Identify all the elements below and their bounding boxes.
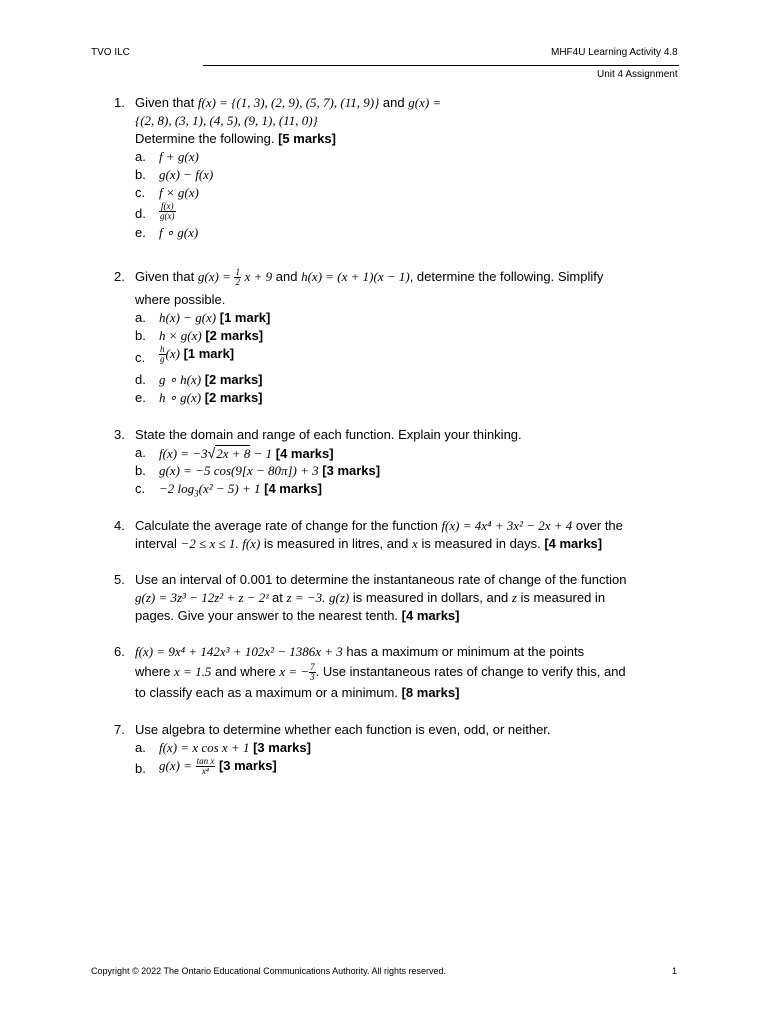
q2-item-d [135,371,695,389]
item-expression: f + g(x) [159,149,199,164]
q5-text: at [272,590,283,605]
fraction-denominator: g(x) [160,211,175,222]
q1-item-e [135,224,695,242]
item-marks: [3 marks] [218,758,277,773]
q7-intro: Use algebra to determine whether each function is even, odd, or neither. [135,722,551,737]
item-expression: f ∘ g(x) [159,225,199,240]
header-right: MHF4U Learning Activity 4.8 [551,47,678,58]
q1-and: and [382,95,405,110]
q5-gz: g(z) [329,590,350,605]
item-expression: h ∘ g(x) [159,390,202,406]
q6-x2: x = − [279,664,310,679]
q1-item-c [135,184,695,202]
fraction-denominator: 2 [235,277,240,288]
q2-line2: where possible. [135,292,226,308]
item-marks: [2 marks] [204,372,263,388]
question-number: 4. [114,518,125,533]
fraction-numerator: f(x) [161,201,174,212]
q2-and: and [275,269,298,284]
q7-item-b [135,757,695,781]
item-expression: g(x) = [159,758,192,773]
item-letter: b. [135,167,146,182]
q5-function: g(z) = 3z³ − 12z² + z − 2ᶻ [135,590,269,605]
q5-line3: pages. Give your answer to the nearest tenth. [135,608,399,623]
question-number: 1. [114,95,125,110]
q4-text: Calculate the average rate of change for the function [135,518,438,533]
footer-page-number: 1 [672,966,678,976]
question-number: 7. [114,722,125,737]
q2-item-b [135,327,695,345]
q2-g-rest: x + 9 [244,269,273,284]
item-letter: d. [135,206,146,221]
header-unit: Unit 4 Assignment [597,69,678,80]
fraction-denominator: x⁴ [201,766,210,777]
q1-item-b [135,166,695,184]
q6-text: where [135,664,171,679]
fraction-numerator: tan x [196,756,215,767]
q4-marks: [4 marks] [544,536,603,551]
question-number: 2. [114,269,125,284]
item-expression: (x) [165,346,180,362]
q4-x: x [412,536,418,551]
item-marks: [4 marks] [264,481,322,496]
q2-item-a [135,309,695,327]
q5-text: is measured in [520,590,606,605]
q2-item-e [135,389,695,407]
item-expression: h × g(x) [159,328,202,344]
q6-marks: [8 marks] [401,685,460,701]
q6-text: . Use instantaneous rates of change to verify this, and [315,664,626,679]
item-expression: f(x) = −3 [159,446,208,461]
q1-marks: [5 marks] [278,131,336,146]
q2-intro: Given that [135,269,195,284]
item-letter: a. [135,310,146,326]
item-letter: d. [135,372,146,388]
q1-f-definition: f(x) = {(1, 3), (2, 9), (5, 7), (11, 9)} [197,95,380,110]
q3-item-c [135,480,695,498]
q1-item-d [135,202,695,224]
q1-determine: Determine the following. [135,131,275,146]
log-base: 3 [194,488,199,499]
item-letter: e. [135,390,146,406]
sqrt-icon: √ [207,445,216,461]
q1-intro: Given that [135,95,195,110]
item-letter: e. [135,225,146,240]
item-letter: a. [135,740,146,755]
fraction [196,757,216,776]
item-expression: f(x) = x cos x + 1 [159,740,250,755]
item-letter: a. [135,445,146,460]
header-rule [203,65,679,66]
item-marks: [1 mark] [219,310,271,326]
q4-text: is measured in days. [421,536,541,551]
q6-x1: x = 1.5 [174,664,212,679]
item-marks: [2 marks] [204,390,263,406]
q5-text: is measured in dollars, and [352,590,509,605]
fraction-numerator: 1 [235,267,240,278]
item-letter: b. [135,463,146,478]
q5-z-value: z = −3. [286,590,326,605]
item-expression-end: − 1 [250,446,273,461]
item-letter: c. [135,185,146,200]
item-expression: f × g(x) [159,185,199,200]
item-expression: h(x) − g(x) [159,310,217,326]
item-letter: b. [135,328,146,344]
fraction-denominator: 3 [310,672,315,683]
q6-line3: to classify each as a maximum or a minimum. [135,685,398,701]
q3-item-a [135,444,695,462]
q2-h-definition: h(x) = (x + 1)(x − 1) [301,269,410,284]
q2-g-label: g(x) = [197,269,231,284]
item-marks: [1 mark] [183,346,235,362]
item-expression: g ∘ h(x) [159,372,202,388]
q2-rest: , determine the following. Simplify [409,269,604,284]
item-marks: [3 marks] [253,740,311,755]
q5-marks: [4 marks] [401,608,460,623]
q3-intro: State the domain and range of each function. Explain your thinking. [135,427,522,442]
fraction [234,268,241,287]
footer-copyright: Copyright © 2022 The Ontario Educational Communications Authority. All rights reserved. [91,966,446,976]
question-number: 3. [114,427,125,442]
item-marks: [4 marks] [275,446,334,461]
q4-function: f(x) = 4x⁴ + 3x² − 2x + 4 [441,518,573,533]
q5-z: z [511,590,517,605]
item-marks: [2 marks] [205,328,264,344]
fraction-numerator: 7 [310,662,315,673]
item-letter: c. [135,350,146,366]
q4-fx: f(x) [242,536,261,551]
q1-g-label: g(x) = [408,95,442,110]
q1-item-a [135,148,695,166]
q4-text: is measured in litres, and [263,536,409,551]
q6-text: has a maximum or minimum at the points [346,644,585,659]
fraction-denominator: g [160,354,165,365]
q4-interval: −2 ≤ x ≤ 1. [180,536,239,551]
item-expression: g(x) − f(x) [159,167,214,182]
item-letter: c. [135,481,146,496]
question-number: 5. [114,572,125,587]
q3-item-b [135,462,695,480]
item-expression: g(x) = −5 cos(9[x − 80π]) + 3 [159,463,319,478]
q4-text: interval [135,536,177,551]
question-number: 6. [114,644,125,659]
q6-text: and where [214,664,276,679]
item-expression: −2 log [159,481,195,496]
item-marks: [3 marks] [322,463,381,478]
item-letter: a. [135,149,146,164]
q6-function: f(x) = 9x⁴ + 142x³ + 102x² − 1386x + 3 [135,644,343,659]
q4-text: over the [575,518,623,533]
q2-item-c [135,345,695,371]
sqrt-argument: 2x + 8 [216,446,251,461]
item-letter: b. [135,761,146,776]
q7-item-a [135,739,695,757]
header-left: TVO ILC [91,47,130,58]
q1-g-definition: {(2, 8), (3, 1), (4, 5), (9, 1), (11, 0)} [135,113,318,128]
q5-line1: Use an interval of 0.001 to determine the instantaneous rate of change of the function [135,572,627,587]
fraction-numerator: h [160,344,165,355]
fraction [159,202,176,221]
item-expression-end: (x² − 5) + 1 [198,481,261,496]
